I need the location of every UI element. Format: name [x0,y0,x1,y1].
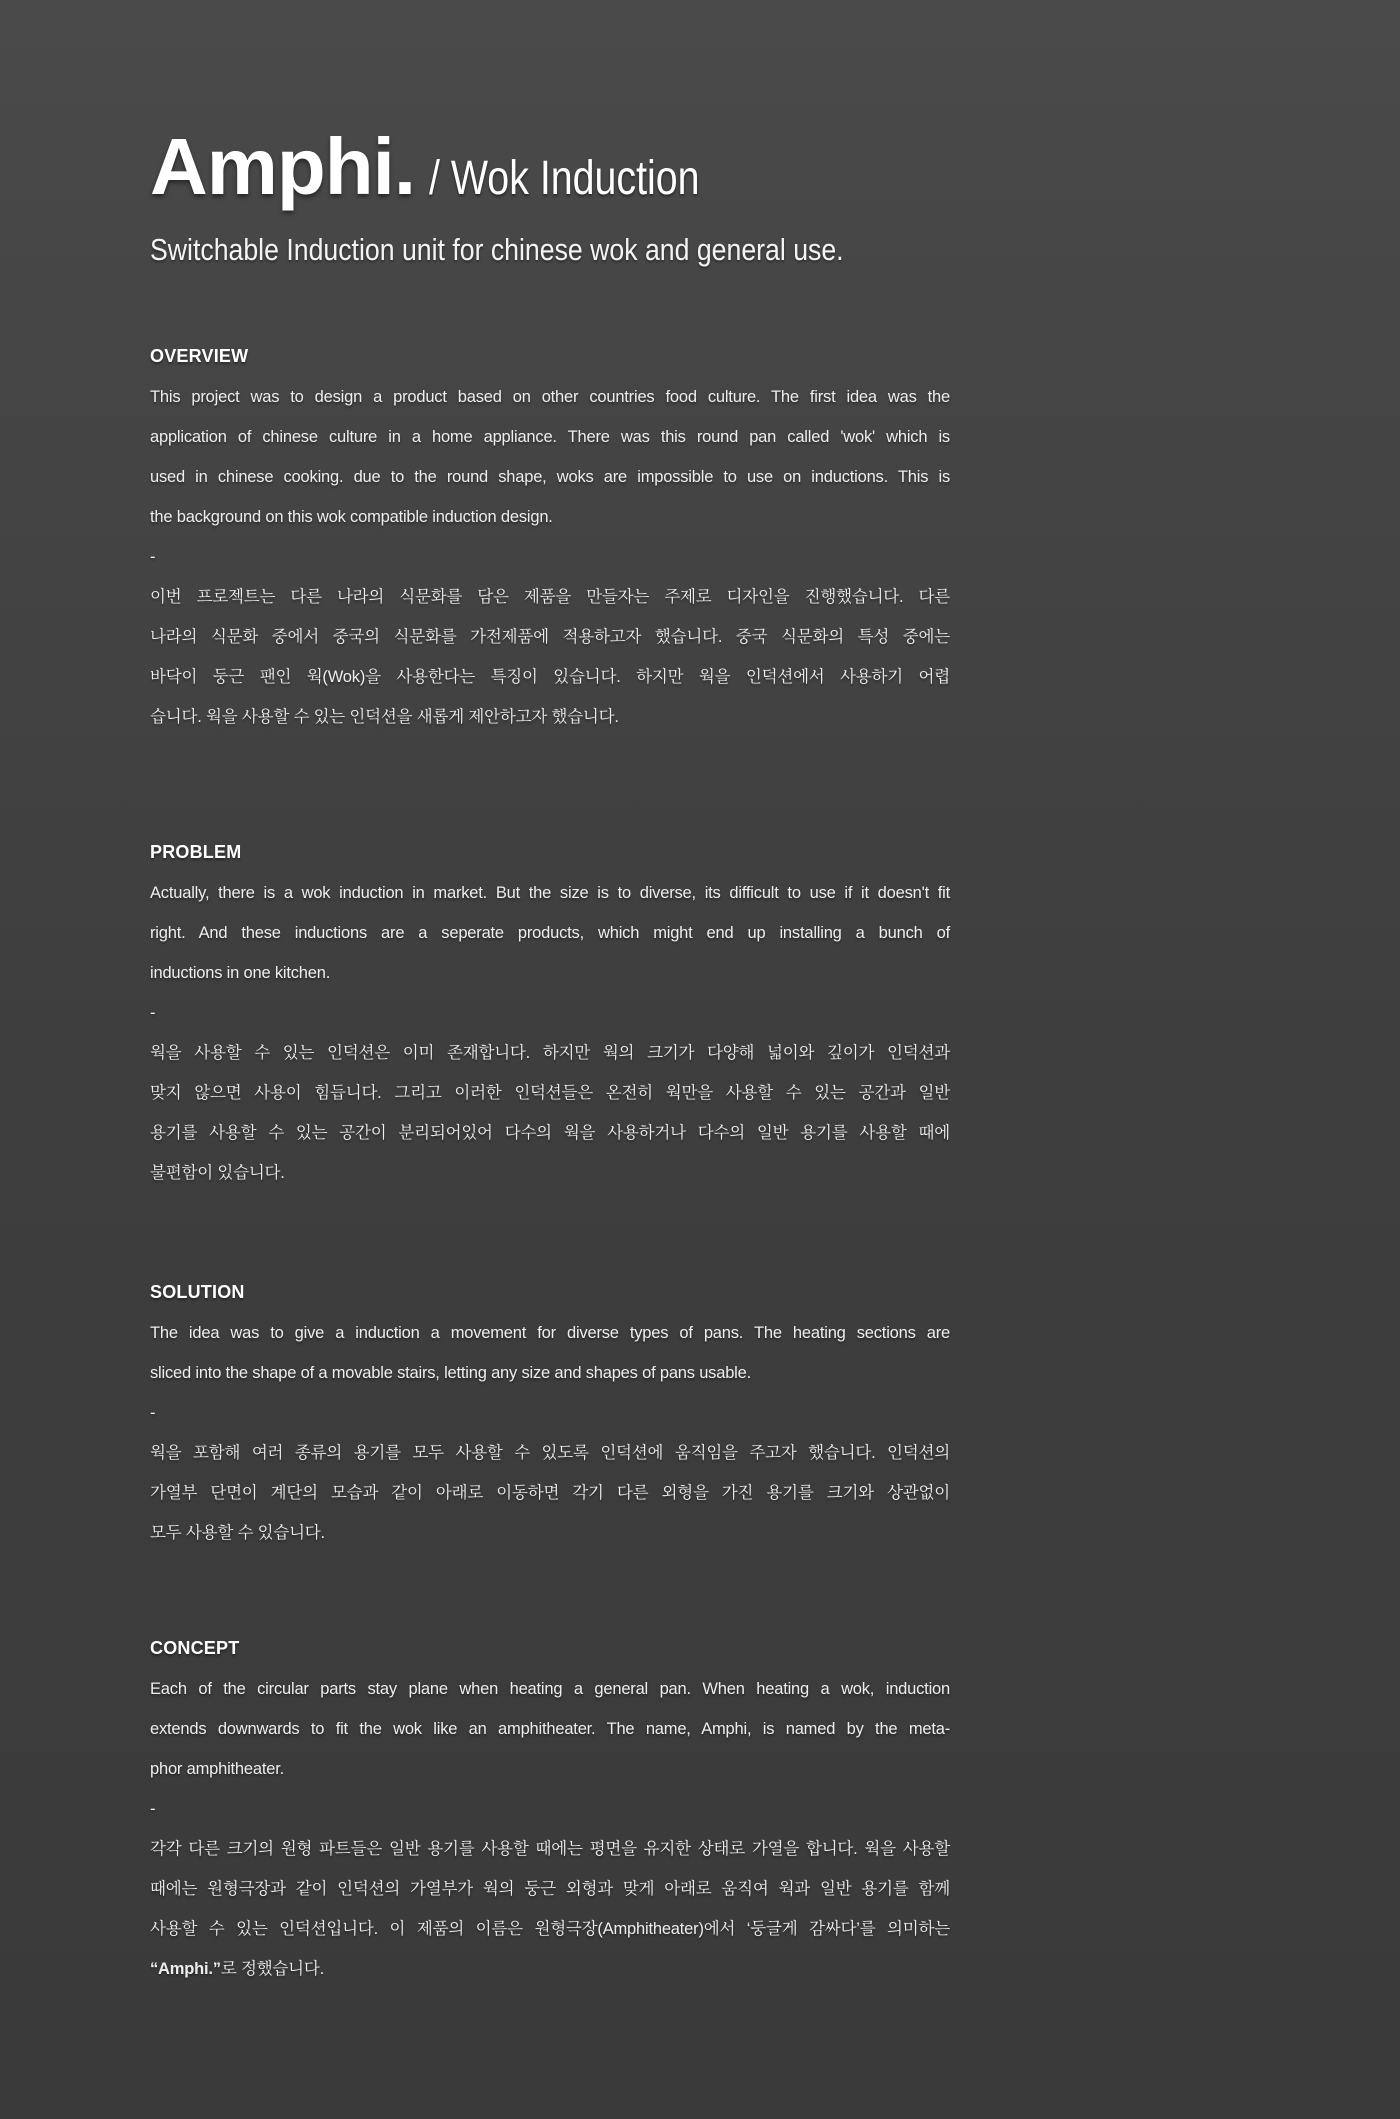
tagline: Switchable Induction unit for chinese wok and general use. [150,232,844,267]
section-body [150,1313,950,1553]
divider-dash: - [150,1004,156,1022]
paragraph-line-en: sliced into the shape of a movable stairs, letting any size and shapes of pans usable. [150,1364,752,1382]
paragraph-line-en: The idea was to give a induction a movement for diverse types of pans. The heating sections are [150,1324,950,1342]
paragraph-line-kr: 사용할 수 있는 인덕션입니다. 이 제품의 이름은 원형극장(Amphitheater)에서 ‘둥글게 감싸다’를 의미하는 [150,1920,950,1938]
brand-title: Amphi. [150,122,416,211]
paragraph-line-kr: 각각 다른 크기의 원형 파트들은 일반 용기를 사용할 때에는 평면을 유지한 상태로 가열을 합니다. 웍을 사용할 [150,1840,950,1858]
section-body [150,873,950,1193]
paragraph-line-kr: 웍을 사용할 수 있는 인덕션은 이미 존재합니다. 하지만 웍의 크기가 다양해 넓이와 깊이가 인덕션과 [150,1044,950,1062]
paragraph-line-kr: 웍을 포함해 여러 종류의 용기를 모두 사용할 수 있도록 인덕션에 움직임을 주고자 했습니다. 인덕션의 [150,1444,950,1462]
paragraph-line-en: application of chinese culture in a home appliance. There was this round pan called 'wok' which is [150,428,950,446]
paragraph-line-en: the background on this wok compatible induction design. [150,508,553,526]
section-heading: OVERVIEW [150,346,249,366]
brand-name-inline: “Amphi.” [150,1960,221,1978]
divider-dash: - [150,1404,156,1422]
section-body [150,1669,950,1989]
paragraph-line-en: phor amphitheater. [150,1760,284,1778]
paragraph-line-kr: 용기를 사용할 수 있는 공간이 분리되어있어 다수의 웍을 사용하거나 다수의 일반 용기를 사용할 때에 [150,1124,950,1142]
paragraph-line-kr [150,1949,950,1989]
paragraph-line-kr: 맞지 않으면 사용이 힘듭니다. 그리고 이러한 인덕션들은 온전히 웍만을 사용할 수 있는 공간과 일반 [150,1084,950,1102]
divider-dash: - [150,548,156,566]
paragraph-line-en: right. And these inductions are a seperate products, which might end up installing a bunch of [150,924,950,942]
text-segment: 로 정했습니다. [220,1960,325,1978]
section-heading: SOLUTION [150,1282,245,1302]
paragraph-line-kr: 불편함이 있습니다. [150,1164,285,1182]
paragraph-line-kr: 이번 프로젝트는 다른 나라의 식문화를 담은 제품을 만들자는 주제로 디자인을 진행했습니다. 다른 [150,588,950,606]
paragraph-line-en: Actually, there is a wok induction in market. But the size is to diverse, its difficult to use if it doesn't fit [150,884,950,902]
paragraph-line-en: extends downwards to fit the wok like an amphitheater. The name, Amphi, is named by the meta- [150,1720,950,1738]
paragraph-line-kr: 가열부 단면이 계단의 모습과 같이 아래로 이동하면 각기 다른 외형을 가진 용기를 크기와 상관없이 [150,1484,950,1502]
content-column [150,0,950,2119]
divider-dash: - [150,1800,156,1818]
paragraph-line-kr: 습니다. 웍을 사용할 수 있는 인덕션을 새롭게 제안하고자 했습니다. [150,708,619,726]
paragraph-line-kr: 때에는 원형극장과 같이 인덕션의 가열부가 웍의 둥근 외형과 맞게 아래로 움직여 웍과 일반 용기를 함께 [150,1880,950,1898]
section-overview [150,346,950,737]
section-heading: CONCEPT [150,1638,240,1658]
paragraph-line-kr: 모두 사용할 수 있습니다. [150,1524,325,1542]
paragraph-line-en: Each of the circular parts stay plane when heating a general pan. When heating a wok, induction [150,1680,950,1698]
paragraph-line-kr: 나라의 식문화 중에서 중국의 식문화를 가전제품에 적용하고자 했습니다. 중국 식문화의 특성 중에는 [150,628,950,646]
section-solution [150,1282,950,1553]
section-problem [150,842,950,1193]
product-subtitle: / Wok Induction [429,152,700,205]
paragraph-line-en: used in chinese cooking. due to the round shape, woks are impossible to use on inductions. This is [150,468,950,486]
section-concept [150,1638,950,1989]
section-heading: PROBLEM [150,842,242,862]
paragraph-line-en: inductions in one kitchen. [150,964,331,982]
section-body [150,377,950,737]
paragraph-line-kr: 바닥이 둥근 팬인 웍(Wok)을 사용한다는 특징이 있습니다. 하지만 웍을 인덕션에서 사용하기 어렵 [150,668,950,686]
page-title [150,122,759,230]
paragraph-line-en: This project was to design a product based on other countries food culture. The first idea was the [150,388,950,406]
